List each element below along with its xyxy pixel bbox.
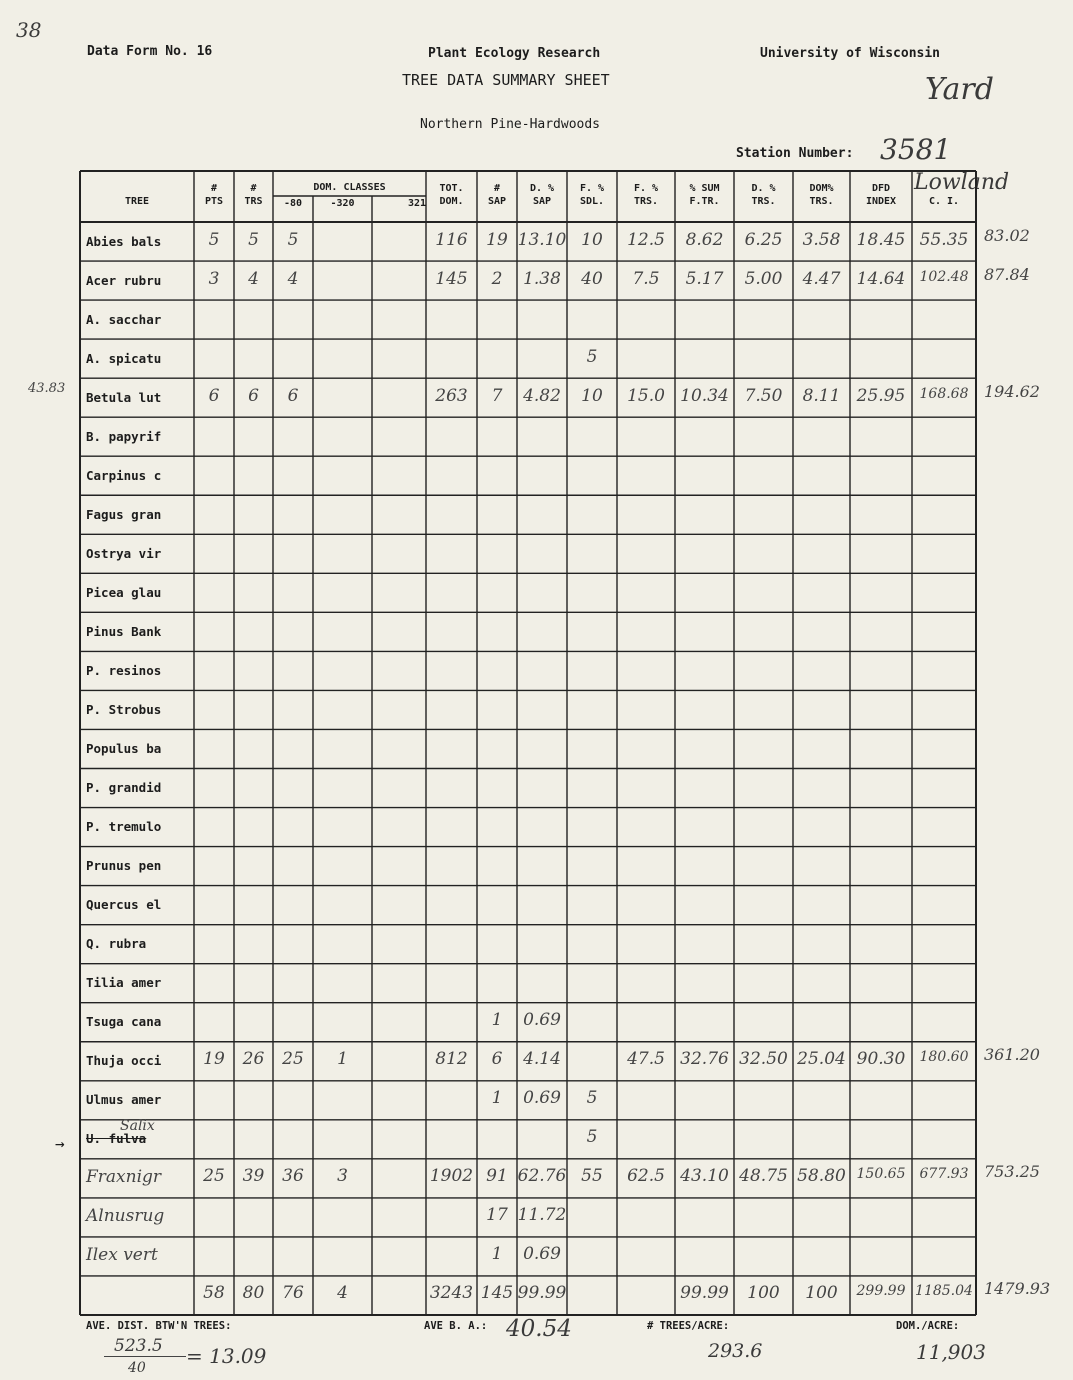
tree-name-label: Ostrya vir <box>86 545 162 561</box>
tree-name-label: Ulmus amer <box>86 1092 162 1108</box>
tree-name-label: Prunus pen <box>86 858 162 874</box>
table-cell: 12.5 <box>627 229 665 250</box>
table-cell: 4.47 <box>802 268 841 289</box>
table-cell: 58.80 <box>797 1166 846 1187</box>
row-margin-total: 1479.93 <box>984 1279 1051 1299</box>
col-header-line: F. % <box>579 183 605 194</box>
table-cell: 100 <box>805 1283 838 1304</box>
col-header-line: DOM. <box>439 196 464 207</box>
table-cell: 26 <box>242 1049 265 1070</box>
table-cell: 1 <box>491 1010 503 1031</box>
organization: Plant Ecology Research <box>428 46 601 61</box>
table-cell: 4 <box>248 268 259 289</box>
arrow-icon: → <box>55 1134 65 1153</box>
col-header-sap <box>477 182 517 208</box>
table-cell: 0.69 <box>523 1088 561 1109</box>
forest-type: Northern Pine-Hardwoods <box>420 117 601 132</box>
table-cell: 25 <box>203 1166 225 1187</box>
tree-name-label: Acer rubru <box>86 272 162 288</box>
table-cell: 39 <box>242 1166 265 1187</box>
ave-dist-numerator: 523.5 <box>114 1336 163 1356</box>
table-cell: 7 <box>491 385 503 406</box>
table-cell: 55 <box>581 1166 603 1187</box>
table-cell: 0.69 <box>523 1244 561 1265</box>
table-cell: 17 <box>486 1205 508 1226</box>
table-cell: 62.5 <box>627 1166 665 1187</box>
table-cell: 3 <box>208 268 220 289</box>
table-cell: 5 <box>586 346 598 367</box>
table-cell: 76 <box>282 1283 304 1304</box>
table-cell: 5 <box>586 1127 598 1148</box>
table-cell: 145 <box>435 268 468 289</box>
ave-dist-label: AVE. DIST. BTW'N TREES: <box>86 1320 232 1332</box>
university: University of Wisconsin <box>760 46 941 61</box>
ave-ba-value: 40.54 <box>506 1316 572 1342</box>
col-header-trs <box>234 182 273 208</box>
table-cell: 47.5 <box>627 1049 665 1070</box>
col-header-tot-dom <box>426 182 477 208</box>
tree-name-label: Alnusrug <box>86 1206 165 1227</box>
table-cell: 4 <box>337 1283 348 1304</box>
fraction-bar <box>104 1356 186 1357</box>
table-cell: 32.76 <box>680 1049 729 1070</box>
tree-name-label: Tilia amer <box>86 975 162 991</box>
tree-name-label: A. sacchar <box>86 311 162 327</box>
row-margin-total: 361.20 <box>984 1045 1040 1065</box>
form-number: Data Form No. 16 <box>87 44 213 59</box>
yard-note: Yard <box>925 72 994 107</box>
table-cell: 6 <box>491 1049 503 1070</box>
table-cell: 10.34 <box>680 385 729 406</box>
table-cell: 1185.04 <box>915 1283 973 1300</box>
ave-ba-label: AVE B. A.: <box>424 1320 488 1332</box>
table-cell: 145 <box>480 1283 514 1304</box>
table-cell: 14.64 <box>856 268 906 289</box>
table-cell: 7.50 <box>744 385 783 406</box>
table-cell: 3 <box>337 1166 348 1187</box>
tree-name-label: U. fulva <box>86 1131 147 1147</box>
col-header-line: SDL. <box>579 196 605 207</box>
tree-name-label: P. grandid <box>86 780 162 796</box>
table-cell: 99.99 <box>517 1283 567 1304</box>
page-title: TREE DATA SUMMARY SHEET <box>402 71 610 89</box>
col-header-line: F. % <box>633 183 659 194</box>
tree-name-label: Picea glau <box>86 584 162 600</box>
table-cell: 5.00 <box>744 268 783 289</box>
table-cell: 8.62 <box>685 229 724 250</box>
col-header-line: C. I. <box>928 196 960 207</box>
table-cell: 2 <box>491 268 503 289</box>
tree-name-label: Ilex vert <box>86 1245 158 1266</box>
tree-name-label: Pinus Bank <box>86 623 162 639</box>
tree-name-label: Fraxnigr <box>86 1167 162 1188</box>
table-cell: 1.38 <box>523 268 561 289</box>
table-cell: 8.11 <box>802 385 841 406</box>
col-header-line: D. % <box>529 183 555 194</box>
col-header-line: # <box>250 183 257 194</box>
tree-name-label: A. spicatu <box>86 350 162 366</box>
table-cell: 25 <box>282 1049 304 1070</box>
table-cell: 5 <box>586 1088 598 1109</box>
table-cell: 116 <box>435 229 468 250</box>
table-cell: 40 <box>581 268 603 289</box>
station-label: Station Number: <box>736 146 854 161</box>
col-header-dom-trs <box>793 182 850 208</box>
col-header-dom-80: -80 <box>283 198 303 209</box>
col-header-dom-321: 321 <box>407 198 426 209</box>
dom-acre-value: 11,903 <box>916 1340 986 1364</box>
col-header-dom-320: -320 <box>330 198 355 209</box>
table-cell: 6.25 <box>744 229 783 250</box>
table-cell: 5.17 <box>685 268 724 289</box>
tree-name-label: Carpinus c <box>86 467 162 483</box>
table-cell: 80 <box>242 1283 265 1304</box>
tree-name-label: P. tremulo <box>86 819 162 835</box>
table-cell: 43.10 <box>680 1166 729 1187</box>
table-cell: 150.65 <box>856 1166 906 1183</box>
table-cell: 25.95 <box>856 385 906 406</box>
col-header-sum-ftr <box>675 182 734 208</box>
col-header-line: TRS. <box>751 196 776 207</box>
dom-acre-label: DOM./ACRE: <box>896 1320 960 1332</box>
table-cell: 6 <box>248 385 259 406</box>
table-cell: 58 <box>203 1283 225 1304</box>
table-cell: 19 <box>203 1049 225 1070</box>
table-cell: 1 <box>491 1244 503 1265</box>
table-cell: 18.45 <box>856 229 906 250</box>
table-cell: 4.14 <box>523 1049 561 1070</box>
table-cell: 5 <box>248 229 259 250</box>
tree-name-label: P. Strobus <box>86 701 162 717</box>
table-cell: 1 <box>491 1088 503 1109</box>
col-header-line: SAP <box>532 196 552 207</box>
table-cell: 299.99 <box>856 1283 906 1300</box>
table-cell: 10 <box>581 385 603 406</box>
table-cell: 1 <box>337 1049 348 1070</box>
table-cell: 55.35 <box>919 229 969 250</box>
table-cell: 3.58 <box>802 229 841 250</box>
table-cell: 4 <box>287 268 299 289</box>
table-cell: 15.0 <box>627 385 665 406</box>
tree-name-label: Fagus gran <box>86 506 162 522</box>
tree-name-label: Betula lut <box>86 389 162 405</box>
row-margin-total: 753.25 <box>984 1162 1040 1182</box>
col-header-line: INDEX <box>865 196 897 207</box>
row-margin-total: 83.02 <box>984 225 1030 245</box>
row-margin-total: 194.62 <box>984 381 1040 401</box>
table-cell: 0.69 <box>523 1010 561 1031</box>
lowland-note: Lowland <box>914 170 1010 195</box>
col-header-line: TRS. <box>633 196 659 207</box>
col-header-line: # <box>493 183 501 194</box>
col-header-line: PTS <box>204 196 224 207</box>
table-cell: 62.76 <box>517 1166 567 1187</box>
table-cell: 3243 <box>429 1283 474 1304</box>
table-cell: 168.68 <box>919 385 969 402</box>
left-margin-note: 43.83 <box>28 381 66 396</box>
table-cell: 19 <box>486 229 508 250</box>
table-cell: 11.72 <box>517 1205 567 1226</box>
table-cell: 4.82 <box>523 385 561 406</box>
col-header-line: SAP <box>487 196 507 207</box>
tree-name-label: Tsuga cana <box>86 1014 162 1030</box>
col-header-line: # <box>210 183 218 194</box>
col-header-line: D. % <box>751 183 776 194</box>
col-header-dfd <box>850 182 912 208</box>
table-cell: 36 <box>282 1166 304 1187</box>
tree-name-label: Thuja occi <box>86 1053 162 1069</box>
col-header-line: F.TR. <box>689 196 720 207</box>
table-cell: 100 <box>747 1283 780 1304</box>
col-header-line: % SUM <box>689 183 720 194</box>
col-header-d-sap <box>517 182 567 208</box>
table-cell: 102.48 <box>919 268 969 285</box>
table-cell: 6 <box>287 385 299 406</box>
col-header-line: TRS <box>244 196 263 207</box>
table-cell: 13.10 <box>517 229 567 250</box>
table-cell: 90.30 <box>856 1049 906 1070</box>
tree-name-label: Populus ba <box>86 740 162 756</box>
row-margin-total: 87.84 <box>984 264 1030 284</box>
tree-name-label: Q. rubra <box>86 936 147 952</box>
col-header-f-trs <box>617 182 675 208</box>
ave-dist-denominator: 40 <box>128 1360 146 1376</box>
col-header-dom-classes: DOM. CLASSES <box>313 182 386 193</box>
table-cell: 10 <box>581 229 603 250</box>
table-cell: 1902 <box>429 1166 474 1187</box>
table-cell: 180.60 <box>919 1049 969 1066</box>
col-header-f-sdl <box>567 182 617 208</box>
col-header-pts <box>194 182 234 208</box>
tree-name-label: P. resinos <box>86 662 162 678</box>
col-header-d-trs <box>734 182 793 208</box>
col-header-line: DOM% <box>809 183 834 194</box>
table-cell: 48.75 <box>739 1166 788 1187</box>
col-header-ci <box>912 195 976 208</box>
table-cell: 812 <box>435 1049 468 1070</box>
trees-acre-value: 293.6 <box>708 1340 763 1362</box>
tree-name-label: Quercus el <box>86 897 162 913</box>
col-header-line: TOT. <box>439 183 464 194</box>
table-cell: 6 <box>208 385 220 406</box>
table-cell: 7.5 <box>632 268 660 289</box>
trees-acre-label: # TREES/ACRE: <box>647 1320 730 1332</box>
table-cell: 5 <box>287 229 299 250</box>
table-cell: 5 <box>208 229 220 250</box>
col-header-line: TRS. <box>809 196 834 207</box>
tree-name-label: B. papyrif <box>86 428 162 444</box>
table-cell: 91 <box>486 1166 508 1187</box>
tree-name-correction: Salix <box>120 1117 155 1134</box>
col-header-line: DFD <box>871 183 891 194</box>
ave-dist-result: = 13.09 <box>186 1344 267 1368</box>
table-cell: 677.93 <box>919 1166 969 1183</box>
table-cell: 32.50 <box>739 1049 788 1070</box>
table-cell: 99.99 <box>680 1283 729 1304</box>
corner-page-note: 38 <box>16 18 42 42</box>
table-cell: 25.04 <box>797 1049 846 1070</box>
table-cell: 263 <box>435 385 468 406</box>
col-header-tree: TREE <box>124 196 150 207</box>
tree-name-label: Abies bals <box>86 233 162 249</box>
station-number: 3581 <box>880 133 952 166</box>
